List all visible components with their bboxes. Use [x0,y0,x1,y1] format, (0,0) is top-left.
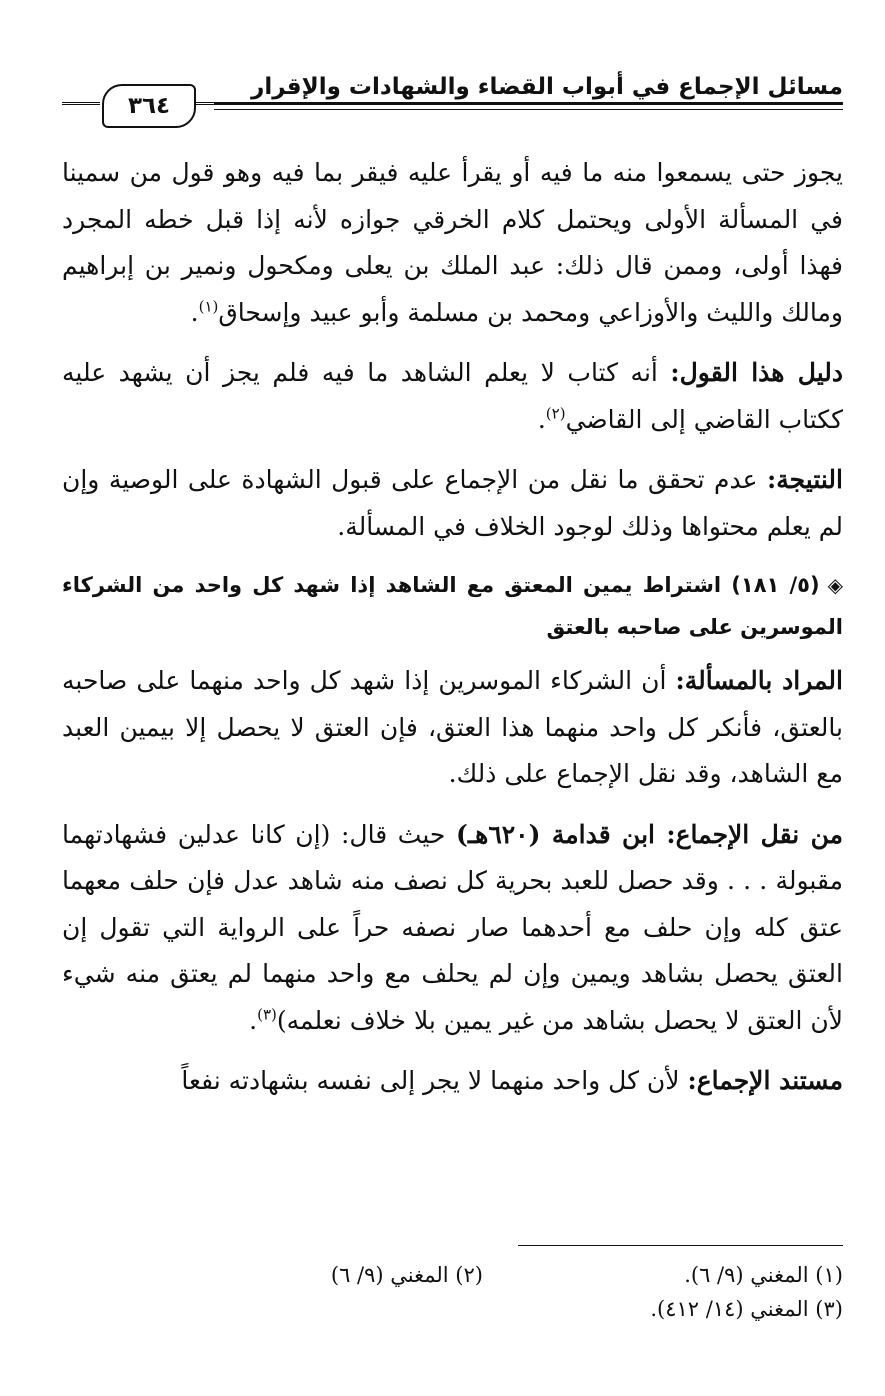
header-rule-thick [214,102,843,105]
section-heading-text: (٥/ ١٨١) اشتراط يمين المعتق مع الشاهد إذا شهد كل واحد من الشركاء الموسرين على صاحبه بالعتق [62,573,843,639]
paragraph-end: . [249,1005,258,1035]
paragraph-lead: المراد بالمسألة: [675,666,843,695]
running-title: مسائل الإجماع في أبواب القضاء والشهادات والإقرار [251,74,843,100]
footnote-3: (٣) المغني (١٤/ ٤١٢). [650,1297,843,1321]
paragraph-definition [62,658,843,798]
paragraph-evidence [62,350,843,443]
paragraph-transmitter [62,812,843,1045]
ornament-line-right [196,102,214,105]
paragraph-end: . [190,297,199,327]
paragraph-text: حيث قال: (إن كانا عدلين فشهادتهما مقبولة . . . وقد حصل للعبد بحرية كل نصف منه شاهد عدل فإن حلف معهما عتق كله وإن حلف مع أحدهما صار نصفه حراً على الرواية التي تقول إن العتق يحصل بشاهد ويمين وإن لم يحلف مع واحد منهما لم يعتق منه شيء لأن العتق لا يحصل بشاهد من غير يمين بلا خلاف نعلمه) [62,819,843,1035]
footnote-ref: (١) [198,297,219,316]
footnote-row [62,1292,843,1326]
page-number-ornament [62,82,214,132]
page-number: ٣٦٤ [102,84,196,128]
paragraph-text: لأن كل واحد منهما لا يجر إلى نفسه بشهادته نفعاً [181,1066,688,1095]
paragraph-basis [62,1058,843,1105]
footnote-separator [518,1245,843,1246]
paragraph-lead: من نقل الإجماع: ابن قدامة (٦٢٠هـ) [455,819,843,849]
paragraph-end: . [537,404,546,434]
footnote-2: (٢) المغني (٩/ ٦) [330,1263,483,1287]
paragraph-continuation [62,150,843,336]
paragraph-lead: النتيجة: [767,465,843,494]
footnote-ref: (٢) [545,404,566,423]
header-rule-thin [214,109,843,110]
paragraph-text: أنه كتاب لا يعلم الشاهد ما فيه فلم يجز أن يشهد عليه ككتاب القاضي إلى القاضي [62,358,843,434]
paragraph-text: عدم تحقق ما نقل من الإجماع على قبول الشهادة على الوصية وإن لم يعلم محتواها وذلك لوجود الخلاف في المسألة. [62,465,843,541]
paragraph-text: يجوز حتى يسمعوا منه ما فيه أو يقرأ عليه فيقر بما فيه وهو قول من سمينا في المسألة الأولى ويحتمل كلام الخرقي جوازه لأنه إذا قبل خطه المجرد فهذا أولى، وممن قال ذلك: عبد الملك بن يعلى ومكحول ونمير بن إبراهيم ومالك والليث والأوزاعي ومحمد بن مسلمة وأبو عبيد وإسحاق [62,158,843,327]
footnote-1: (١) المغني (٩/ ٦). [684,1263,843,1287]
footnote-ref: (٣) [257,1005,277,1024]
main-text [62,150,843,1119]
diamond-icon: ◈ [827,573,843,597]
footnotes [62,1258,843,1326]
paragraph-text: أن الشركاء الموسرين إذا شهد كل واحد منهما على صاحبه بالعتق، فأنكر كل واحد منهما هذا العتق، فإن العتق لا يحصل إلا بيمين العبد مع الشاهد، وقد نقل الإجماع على ذلك. [62,666,843,788]
paragraph-lead: مستند الإجماع: [687,1066,843,1095]
page-header [62,68,843,132]
footnote-row [62,1258,843,1292]
section-heading [62,564,843,648]
paragraph-lead: دليل هذا القول: [670,358,843,387]
paragraph-result [62,457,843,550]
ornament-line-left [62,102,100,105]
